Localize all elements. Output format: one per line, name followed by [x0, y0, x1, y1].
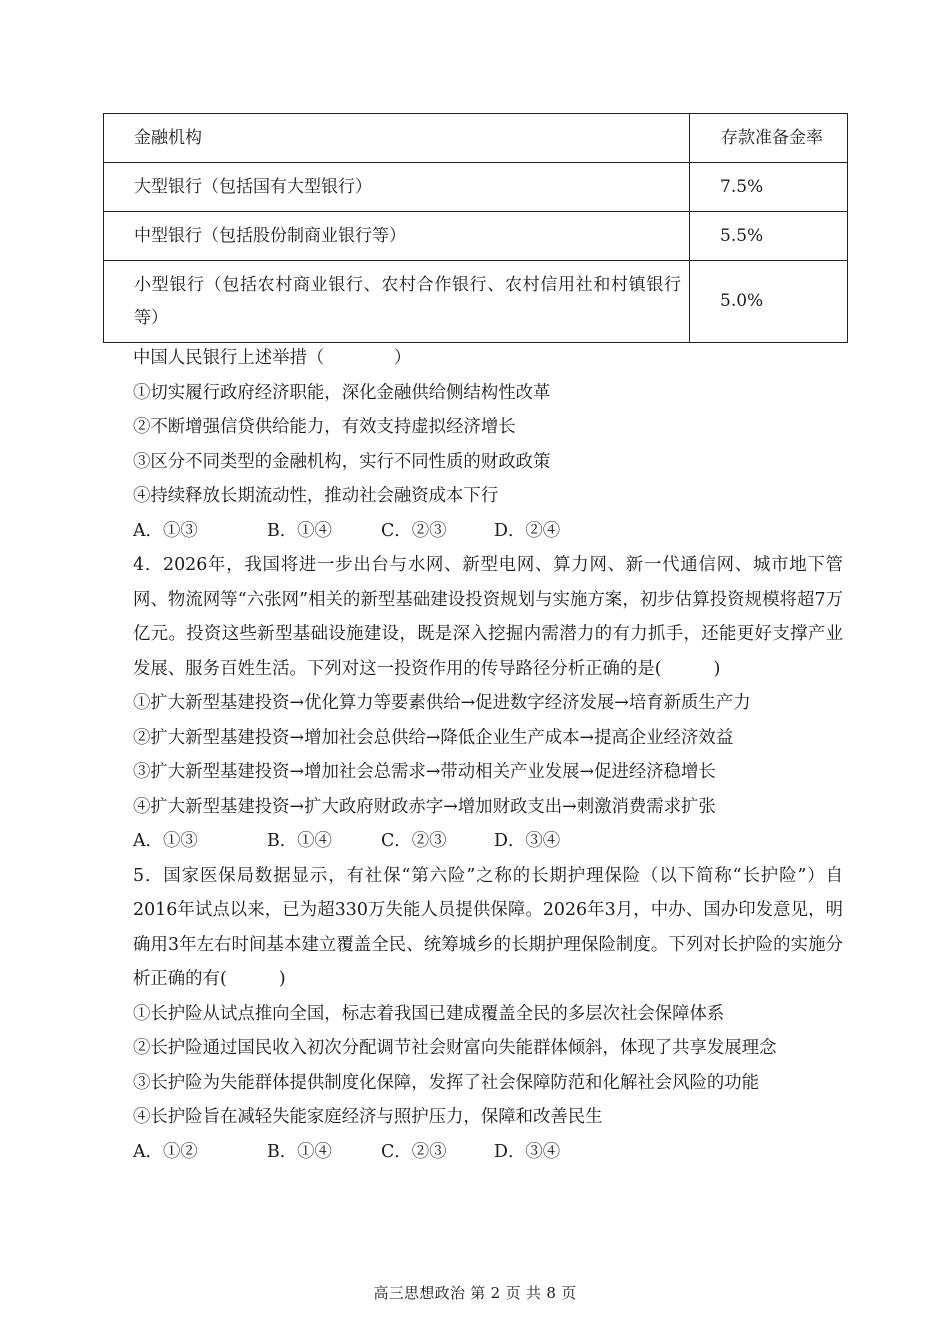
q5-options: [133, 1135, 843, 1170]
q5-option-d: D．③④: [494, 1141, 561, 1162]
institution-cell: 中型银行（包括股份制商业银行等）: [104, 212, 690, 261]
q3-statement-3: ③区分不同类型的金融机构，实行不同性质的财政政策: [133, 451, 551, 472]
page-footer: 高三思想政治 第 2 页 共 8 页: [373, 1284, 577, 1302]
question-body: [133, 341, 843, 1169]
q3-option-d: D．②④: [494, 520, 561, 541]
table-row: [104, 261, 848, 343]
q3-options: [133, 514, 843, 549]
q4-option-d: D．③④: [494, 831, 561, 851]
institution-cell: 小型银行（包括农村商业银行、农村合作银行、农村信用社和村镇银行等）: [104, 261, 690, 343]
q4-option-c: C．②③: [381, 831, 447, 851]
q4-option-b: B．①④: [267, 831, 332, 851]
q5-statement-2: ②长护险通过国民收入初次分配调节社会财富向失能群体倾斜，体现了共享发展理念: [133, 1038, 777, 1058]
institution-cell: 大型银行（包括国有大型银行）: [104, 163, 690, 212]
reserve-ratio-table: [103, 113, 848, 343]
q4-statement-4: ④扩大新型基建投资→扩大政府财政赤字→增加财政支出→刺激消费需求扩张: [133, 796, 716, 817]
rate-cell: 5.5%: [690, 212, 848, 261]
q4-option-a: A．①③: [133, 831, 198, 851]
q3-option-b: B．①④: [267, 520, 332, 541]
q3-statement-2: ②不断增强信贷供给能力，有效支持虚拟经济增长: [133, 417, 516, 437]
q4-statement-3: ③扩大新型基建投资→增加社会总需求→带动相关产业发展→促进经济稳增长: [133, 762, 716, 782]
q3-statement-4: ④持续释放长期流动性，推动社会融资成本下行: [133, 486, 499, 506]
rate-cell: 5.0%: [690, 261, 848, 343]
q5-option-c: C．②③: [381, 1141, 447, 1162]
rate-cell: 7.5%: [690, 163, 848, 212]
q5-statement-4: ④长护险旨在减轻失能家庭经济与照护压力，保障和改善民生: [133, 1107, 603, 1127]
q4-statement-1: ①扩大新型基建投资→优化算力等要素供给→促进数字经济发展→培育新质生产力: [133, 693, 751, 713]
q3-statement-1: ①切实履行政府经济职能，深化金融供给侧结构性改革: [133, 382, 551, 403]
q5-statement-1: ①长护险从试点推向全国，标志着我国已建成覆盖全民的多层次社会保障体系: [133, 1003, 725, 1024]
q5-stem: 5．国家医保局数据显示，有社保“第六险”之称的长期护理保险（以下简称“长护险”）自2016年试点以来，已为超330万失能人员提供保障。2026年3月，中办、国办印发意见，明确用3年左右时间基本建立覆盖全民、统筹城乡的长期护理保险制度。下列对长护险的实施分析正确的有( ): [133, 865, 843, 989]
q5-statement-3: ③长护险为失能群体提供制度化保障，发挥了社会保障防范和化解社会风险的功能: [133, 1072, 760, 1093]
q3-option-c: C．②③: [381, 520, 447, 541]
q3-option-a: A．①③: [133, 520, 198, 541]
header-rate: 存款准备金率: [690, 114, 848, 163]
q4-options: [133, 824, 843, 859]
table-row: [104, 212, 848, 261]
q4-statement-2: ②扩大新型基建投资→增加社会总供给→降低企业生产成本→提高企业经济效益: [133, 727, 734, 748]
table-header-row: [104, 114, 848, 163]
header-institution: 金融机构: [104, 114, 690, 163]
q5-option-a: A．①②: [133, 1141, 198, 1162]
q4-stem: 4．2026年，我国将进一步出台与水网、新型电网、算力网、新一代通信网、城市地下管网、物流网等“六张网”相关的新型基础建设投资规划与实施方案，初步估算投资规模将超7万亿元。投资这些新型基础设施建设，既是深入挖掘内需潜力的有力抓手，还能更好支撑产业发展、服务百姓生活。下列对这一投资作用的传导路径分析正确的是( ): [133, 555, 843, 679]
q3-stem: 中国人民银行上述举措（ ）: [133, 348, 412, 368]
q5-option-b: B．①④: [267, 1141, 332, 1162]
table-row: [104, 163, 848, 212]
